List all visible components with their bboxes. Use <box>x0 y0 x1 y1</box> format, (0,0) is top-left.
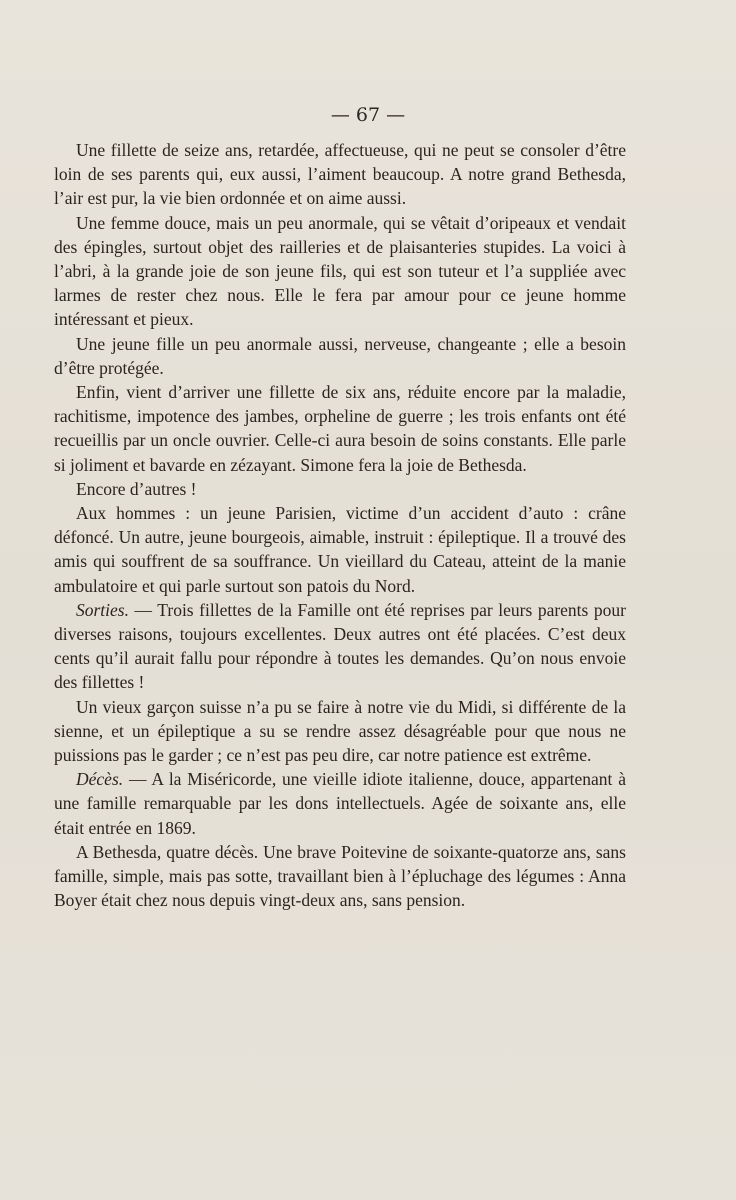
paragraph-text: A Bethesda, quatre décès. Une brave Poitevine de soixante-quatorze ans, sans famille, simple, mais pas sotte, travaillant bien à l’épluchage des légumes : Anna Boyer était chez nous depuis vingt-deux ans, sans pension. <box>54 841 626 911</box>
paragraph-text: Aux hommes : un jeune Parisien, victime d’un accident d’auto : crâne défoncé. Un autre, jeune bourgeois, aimable, instruit : épileptique. Il a trouvé des amis qui souffrent de sa souffrance. Un vieillard du Cateau, atteint de la manie ambulatoire et qui parle surtout son patois du Nord. <box>54 503 626 596</box>
paragraph <box>54 767 626 840</box>
paragraph <box>54 477 626 501</box>
paragraph <box>54 138 626 211</box>
page-number: — 67 — <box>330 104 406 126</box>
paragraph-text: Encore d’autres ! <box>76 478 197 499</box>
paragraph-label: Décès. <box>76 769 124 790</box>
paragraph <box>54 840 626 913</box>
body-text <box>54 138 626 913</box>
paragraph-text: Une femme douce, mais un peu anormale, qui se vêtait d’oripeaux et vendait des épingles, surtout objet des railleries et de plaisanteries stupides. La voici à l’abri, à la grande joie de son jeune fils, qui est son tuteur et l’a suppliée avec larmes de rester chez nous. Elle le fera par amour pour ce jeune homme intéressant et pieux. <box>54 212 626 330</box>
paragraph <box>54 380 626 477</box>
paragraph-text: — A la Miséricorde, une vieille idiote italienne, douce, appartenant à une famille remarquable par les dons intellectuels. Agée de soixante ans, elle était entrée en 1869. <box>54 769 626 838</box>
paragraph-text: Un vieux garçon suisse n’a pu se faire à notre vie du Midi, si différente de la sienne, et un épileptique a su se rendre assez désagréable pour que nous ne puissions pas le garder ; ce n’est pas peu dire, car notre patience est extrême. <box>54 696 626 766</box>
paragraph <box>54 501 626 598</box>
paragraph-text: Enfin, vient d’arriver une fillette de six ans, réduite encore par la maladie, rachitisme, impotence des jambes, orpheline de guerre ; les trois enfants ont été recueillis par un oncle ouvrier. Celle-ci aura besoin de soins constants. Elle parle si joliment et bavarde en zézayant. Simone fera la joie de Bethesda. <box>54 382 626 475</box>
paragraph <box>54 598 626 695</box>
paragraph-text: Une jeune fille un peu anormale aussi, nerveuse, changeante ; elle a besoin d’être protégée. <box>54 333 626 378</box>
paragraph <box>54 332 626 380</box>
paragraph-text: Une fillette de seize ans, retardée, affectueuse, qui ne peut se consoler d’être loin de ses parents qui, eux aussi, l’aiment beaucoup. A notre grand Bethesda, l’air est pur, la vie bien ordonnée et on aime aussi. <box>54 140 626 209</box>
paragraph <box>54 695 626 768</box>
paragraph-text: — Trois fillettes de la Famille ont été reprises par leurs parents pour diverses raisons, toujours excellentes. Deux autres ont été placées. C’est deux cents qu’il aurait fallu pour répondre à toutes les demandes. Qu’on nous envoie des fillettes ! <box>54 599 626 693</box>
paragraph-label: Sorties. <box>76 599 129 620</box>
paragraph <box>54 211 626 332</box>
